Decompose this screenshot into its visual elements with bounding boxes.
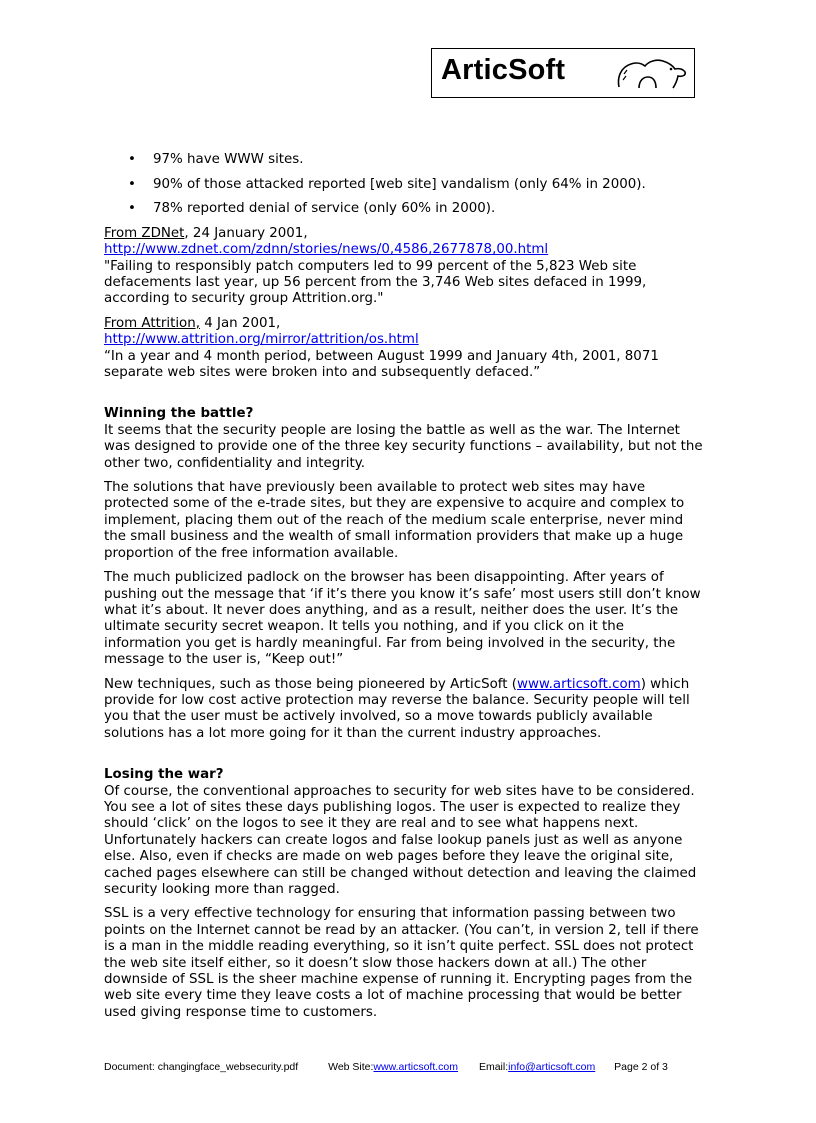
source-zdnet: [104, 226, 704, 308]
list-item: • 97% have WWW sites.: [104, 152, 704, 168]
paragraph: SSL is a very effective technology for ensuring that information passing between two points on the Internet cannot be read by an attacker. (You can’t, in version 2, tell if there is a man in the middle reading everything, so it isn’t quite perfect. SSL does not protect the web site itself either, so it doesn’t slow those hackers down at all.) The other downside of SSL is the sheer machine expense of running it. Encrypting pages from the web site every time they leave costs a lot of machine processing that would be better used giving response time to customers.: [104, 906, 699, 1020]
paragraph: The much publicized padlock on the browser has been disappointing. After years of pushing out the message that ‘if it’s there you know it’s safe’ most users still don’t know what it’s about. It never does anything, and as a result, neither does the user. It’s the ultimate security secret weapon. It tells you nothing, and if you click on it the information you get is hardly meaningful. Far from being involved in the security, the message to the user is, “Keep out!”: [104, 570, 701, 668]
document-body: [104, 152, 704, 1021]
articsoft-logo: [431, 48, 695, 98]
source-link[interactable]: http://www.attrition.org/mirror/attrition/os.html: [104, 332, 419, 348]
paragraph: Of course, the conventional approaches to security for web sites have to be considered. You see a lot of sites these days publishing logos. The user is expected to realize they should ‘click’ on the logos to see it they are real and to see what happens next. Unfortunately hackers can create logos and false lookup panels just as well as anyone else. Also, even if checks are made on web pages before they leave the original site, cached pages elsewhere can still be changed without detection and leaving the claimed security looking more than ragged.: [104, 783, 697, 897]
paragraph: The solutions that have previously been available to protect web sites may have protected some of the e-trade sites, but they are expensive to acquire and complex to implement, placing them out of the reach of the medium scale enterprise, never mind the small business and the wealth of small information providers that make up a huge proportion of the free information available.: [104, 480, 685, 561]
source-attrition: [104, 316, 704, 382]
footer-email-link[interactable]: info@articsoft.com: [508, 1061, 596, 1073]
footer-website: Web Site:www.articsoft.com: [328, 1061, 459, 1073]
list-item: • 90% of those attacked reported [web site] vandalism (only 64% in 2000).: [104, 177, 704, 193]
source-quote: "Failing to responsibly patch computers led to 99 percent of the 5,823 Web site defacements last year, up 56 percent from the 3,746 Web sites defaced in 1999, according to security group Attrition.org.": [104, 258, 647, 307]
source-quote: “In a year and 4 month period, between August 1999 and January 4th, 2001, 8071 separate web sites were broken into and subsequently defaced.”: [104, 348, 659, 381]
page-footer: [104, 1061, 704, 1073]
paragraph: New techniques, such as those being pioneered by ArticSoft (www.articsoft.com) which provide for low cost active protection may reverse the balance. Security people will tell you that the user must be actively involved, so a move towards publicly available solutions has a lot more going for it than the current industry approaches.: [104, 676, 690, 741]
footer-document: Document: changingface_websecurity.pdf: [104, 1061, 299, 1073]
polar-bear-icon: [615, 57, 689, 91]
source-label: From Attrition,: [104, 315, 200, 331]
source-date: 4 Jan 2001,: [200, 315, 281, 331]
section-heading: Losing the war?: [104, 767, 224, 783]
statistics-list: [104, 152, 704, 218]
footer-page-number: Page 2 of 3: [614, 1061, 668, 1073]
source-link[interactable]: http://www.zdnet.com/zdnn/stories/news/0,4586,2677878,00.html: [104, 242, 549, 258]
list-item: • 78% reported denial of service (only 60% in 2000).: [104, 201, 704, 217]
source-label: From ZDNet: [104, 225, 185, 241]
source-date: , 24 January 2001,: [184, 225, 308, 241]
logo-text: ArticSoft: [441, 54, 566, 86]
footer-email: Email:info@articsoft.com: [478, 1061, 596, 1073]
paragraph: It seems that the security people are losing the battle as well as the war. The Internet was designed to provide one of the three key security functions – availability, but not the other two, confidentiality and integrity.: [104, 422, 703, 471]
section-heading: Winning the battle?: [104, 406, 254, 422]
articsoft-link[interactable]: www.articsoft.com: [517, 676, 641, 692]
footer-website-link[interactable]: www.articsoft.com: [373, 1061, 459, 1073]
